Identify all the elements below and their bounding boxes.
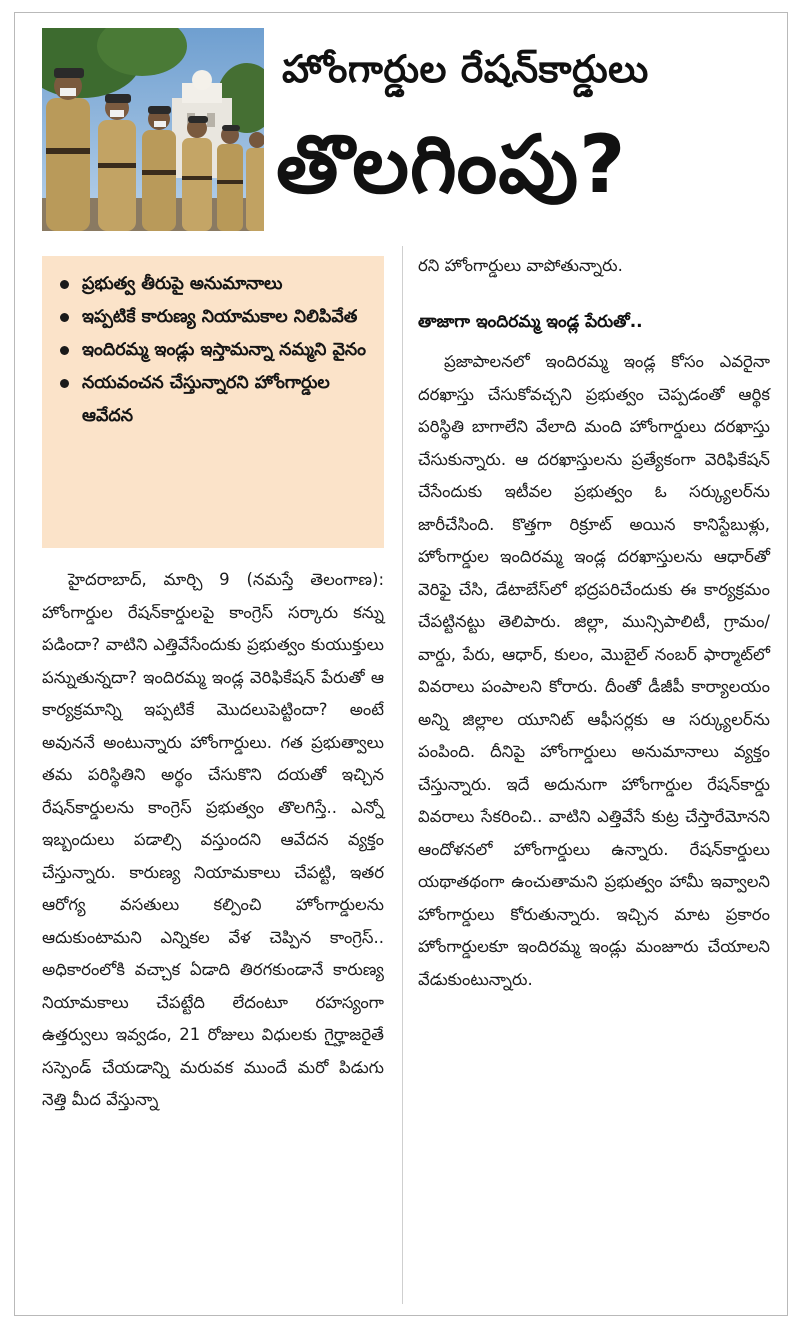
highlight-text: ఇందిరమ్మ ఇండ్లు ఇస్తామన్నా నమ్మని వైనం (82, 340, 367, 360)
article-paragraph: రని హోంగార్డులు వాపోతున్నారు. (418, 256, 623, 275)
headline-main: తొలగింపు? (276, 118, 627, 211)
highlight-text: ప్రభుత్వ తీరుపై అనుమానాలు (82, 274, 283, 294)
highlight-item (56, 301, 374, 334)
highlight-item (56, 268, 374, 301)
bullet-icon (60, 313, 69, 322)
bullet-icon (60, 346, 69, 355)
article-column-right-continuation (418, 250, 770, 284)
news-photo (42, 28, 264, 231)
bullet-icon (60, 280, 69, 289)
article-paragraph: హైదరాబాద్‌, మార్చి 9 (నమస్తే తెలంగాణ): హోంగార్డుల రేషన్‌కార్డులపై కాంగ్రెస్‌ సర్కారు కన్ను పడిందా? వాటిని ఎత్తివేసేందుకు ప్రభుత్వం కుయుక్తులు పన్నుతున్నదా? ఇందిరమ్మ ఇండ్ల వెరిఫికేషన్‌ పేరుతో ఆ కార్యక్రమాన్ని ఇప్పటికే మొదలుపెట్టిందా? అంటే అవుననే అంటున్నారు హోంగార్డులు. గత ప్రభుత్వాలు తమ పరిస్థితిని అర్థం చేసుకొని దయతో ఇచ్చిన రేషన్‌కార్డులను కాంగ్రెస్‌ ప్రభుత్వం తొలగిస్తే.. ఎన్నో ఇబ్బందులు పడాల్సి వస్తుందని ఆవేదన వ్యక్తం చేస్తున్నారు. కారుణ్య నియామకాలు చేపట్టి, ఇతర ఆరోగ్య వసతులు కల్పించి హోంగార్డులను ఆదుకుంటామని ఎన్నికల వేళ చెప్పిన కాంగ్రెస్‌.. అధికారంలోకి వచ్చాక ఏడాది తిరగకుండానే కారుణ్య నియామకాలు చేపట్టేది లేదంటూ రహస్యంగా ఉత్తర్వులు ఇవ్వడం, 21 రోజులు విధులకు గైర్హాజరైతే సస్పెండ్‌ చేయడాన్ని మరువక ముందే మరో పిడుగు నెత్తి మీద వేస్తున్నా (42, 570, 384, 1109)
photo-homeguards-icon (42, 28, 264, 231)
article-subheading: తాజాగా ఇందిరమ్మ ఇండ్ల పేరుతో.. (418, 312, 643, 332)
highlight-item (56, 367, 374, 433)
highlight-text: ఇప్పటికే కారుణ్య నియామకాల నిలిపివేత (82, 307, 358, 327)
article-column-right (418, 346, 770, 1300)
article-column-left (42, 564, 384, 1304)
highlight-text: నయవంచన చేస్తున్నారని హోంగార్డుల ఆవేదన (82, 373, 330, 426)
headline-kicker: హోంగార్డుల రేషన్‌కార్డులు (282, 47, 649, 91)
highlights-box (42, 256, 384, 548)
column-divider (402, 246, 403, 1304)
highlight-item (56, 334, 374, 367)
article-paragraph: ప్రజాపాలనలో ఇందిరమ్మ ఇండ్ల కోసం ఎవరైనా దరఖాస్తు చేసుకోవచ్చని ప్రభుత్వం చెప్పడంతో ఆర్థిక పరిస్థితి బాగాలేని వేలాది మంది హోంగార్డులు దరఖాస్తు చేసుకున్నారు. ఆ దరఖాస్తులను ప్రత్యేకంగా వెరిఫికేషన్‌ చేసేందుకు ఇటీవల ప్రభుత్వం ఓ సర్క్యులర్‌ను జారీచేసింది. కొత్తగా రిక్రూట్‌ అయిన కానిస్టేబుళ్లు, హోంగార్డుల ఇందిరమ్మ ఇండ్ల దరఖాస్తులను ఆధార్‌తో వెరిఫై చేసి, డేటాబేస్‌లో భద్రపరిచేందుకు ఈ కార్యక్రమం చేపట్టినట్టు తెలిపారు. జిల్లా, మున్సిపాలిటీ, గ్రామం/వార్డు, పేరు, ఆధార్‌, కులం, మొబైల్‌ నంబర్‌ ఫార్మాట్‌లో వివరాలు పంపాలని కోరారు. దీంతో డీజీపీ కార్యాలయం అన్ని జిల్లాల యూనిట్‌ ఆఫీసర్లకు ఆ సర్క్యులర్‌ను పంపింది. దీనిపై హోంగార్డులు అనుమానాలు వ్యక్తం చేస్తున్నారు. ఇదే అదునుగా హోంగార్డుల రేషన్‌కార్డు వివరాలు సేకరించి.. వాటిని ఎత్తివేసే కుట్ర చేస్తారేమోనని ఆందోళనలో హోంగార్డులు ఉన్నారు. రేషన్‌కార్డులు యథాతథంగా ఉంచుతామని ప్రభుత్వం హామీ ఇవ్వాలని హోంగార్డులు కోరుతున్నారు. ఇచ్చిన మాట ప్రకారం హోంగార్డులకూ ఇందిరమ్మ ఇండ్లు మంజూరు చేయాలని వేడుకుంటున్నారు. (418, 352, 770, 989)
bullet-icon (60, 379, 69, 388)
